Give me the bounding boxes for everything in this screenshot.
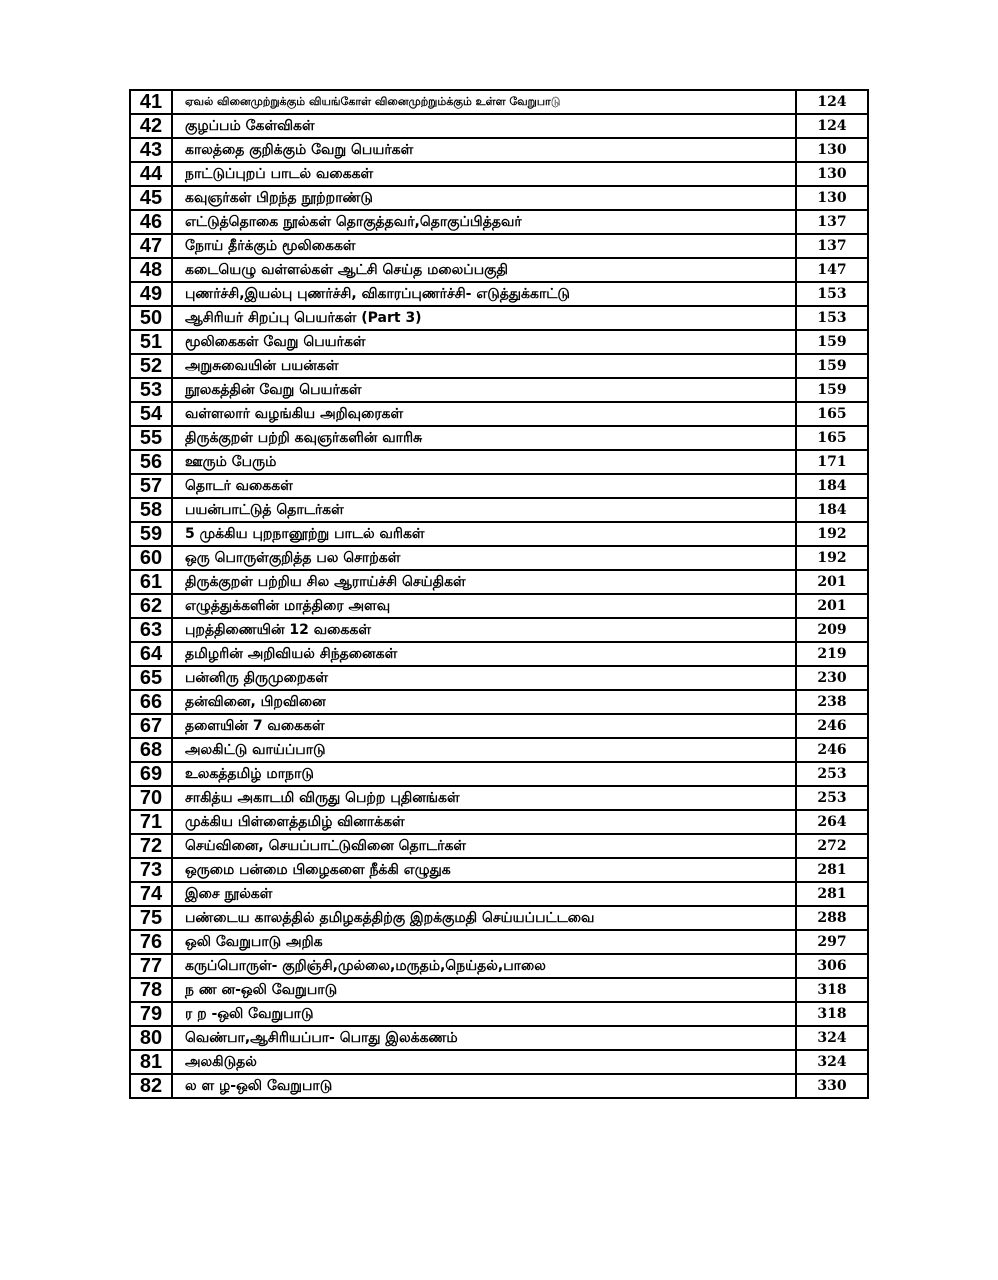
row-title: ந ண ன-ஒலி வேறுபாடு xyxy=(172,978,796,1002)
row-number: 53 xyxy=(130,378,172,402)
row-page-number: 318 xyxy=(796,1002,868,1026)
row-title: சாகித்ய அகாடமி விருது பெற்ற புதினங்கள் xyxy=(172,786,796,810)
row-page-number: 246 xyxy=(796,714,868,738)
row-number: 80 xyxy=(130,1026,172,1050)
row-number: 56 xyxy=(130,450,172,474)
row-title: நாட்டுப்புறப் பாடல் வகைகள் xyxy=(172,162,796,186)
table-row xyxy=(130,354,868,378)
table-row xyxy=(130,474,868,498)
row-title: உலகத்தமிழ் மாநாடு xyxy=(172,762,796,786)
table-row xyxy=(130,306,868,330)
row-page-number: 171 xyxy=(796,450,868,474)
row-page-number: 272 xyxy=(796,834,868,858)
row-page-number: 147 xyxy=(796,258,868,282)
row-number: 52 xyxy=(130,354,172,378)
row-title: 5 முக்கிய புறநானூற்று பாடல் வரிகள் xyxy=(172,522,796,546)
table-row xyxy=(130,90,868,114)
row-title: ல ள ழ-ஒலி வேறுபாடு xyxy=(172,1074,796,1098)
row-number: 65 xyxy=(130,666,172,690)
row-number: 49 xyxy=(130,282,172,306)
table-row xyxy=(130,666,868,690)
row-title: பயன்பாட்டுத் தொடர்கள் xyxy=(172,498,796,522)
row-number: 50 xyxy=(130,306,172,330)
table-row xyxy=(130,330,868,354)
row-number: 55 xyxy=(130,426,172,450)
table-row xyxy=(130,426,868,450)
table-row xyxy=(130,786,868,810)
row-number: 74 xyxy=(130,882,172,906)
row-title: ர ற -ஒலி வேறுபாடு xyxy=(172,1002,796,1026)
row-title: நூலகத்தின் வேறு பெயர்கள் xyxy=(172,378,796,402)
table-row xyxy=(130,714,868,738)
table-row xyxy=(130,858,868,882)
row-title: ஊரும் பேரும் xyxy=(172,450,796,474)
table-row xyxy=(130,282,868,306)
row-title: முக்கிய பிள்ளைத்தமிழ் வினாக்கள் xyxy=(172,810,796,834)
row-page-number: 137 xyxy=(796,210,868,234)
table-row xyxy=(130,162,868,186)
row-page-number: 201 xyxy=(796,570,868,594)
table-row xyxy=(130,642,868,666)
row-number: 61 xyxy=(130,570,172,594)
row-number: 42 xyxy=(130,114,172,138)
table-row xyxy=(130,594,868,618)
row-title: ஏவல் வினைமுற்றுக்கும் வியங்கோள் வினைமுற்றும்க்கும் உள்ள வேறுபாடு xyxy=(172,90,796,114)
row-number: 45 xyxy=(130,186,172,210)
row-page-number: 324 xyxy=(796,1026,868,1050)
row-page-number: 330 xyxy=(796,1074,868,1098)
table-row xyxy=(130,906,868,930)
table-row xyxy=(130,114,868,138)
row-number: 59 xyxy=(130,522,172,546)
row-page-number: 253 xyxy=(796,786,868,810)
row-number: 63 xyxy=(130,618,172,642)
table-row xyxy=(130,450,868,474)
table-row xyxy=(130,138,868,162)
row-number: 82 xyxy=(130,1074,172,1098)
table-row xyxy=(130,1050,868,1074)
row-title: பன்னிரு திருமுறைகள் xyxy=(172,666,796,690)
row-title: தன்வினை, பிறவினை xyxy=(172,690,796,714)
row-title: வள்ளலார் வழங்கிய அறிவுரைகள் xyxy=(172,402,796,426)
row-page-number: 124 xyxy=(796,90,868,114)
table-row xyxy=(130,954,868,978)
row-title: கடையெழு வள்ளல்கள் ஆட்சி செய்த மலைப்பகுதி xyxy=(172,258,796,282)
row-page-number: 297 xyxy=(796,930,868,954)
row-page-number: 130 xyxy=(796,138,868,162)
row-number: 75 xyxy=(130,906,172,930)
row-title: செய்வினை, செயப்பாட்டுவினை தொடர்கள் xyxy=(172,834,796,858)
row-title: குழப்பம் கேள்விகள் xyxy=(172,114,796,138)
row-title: மூலிகைகள் வேறு பெயர்கள் xyxy=(172,330,796,354)
row-page-number: 230 xyxy=(796,666,868,690)
table-row xyxy=(130,618,868,642)
table-row xyxy=(130,762,868,786)
row-page-number: 130 xyxy=(796,186,868,210)
row-page-number: 288 xyxy=(796,906,868,930)
row-title: ஒருமை பன்மை பிழைகளை நீக்கி எழுதுக xyxy=(172,858,796,882)
row-page-number: 306 xyxy=(796,954,868,978)
row-page-number: 281 xyxy=(796,882,868,906)
row-title: நோய் தீர்க்கும் மூலிகைகள் xyxy=(172,234,796,258)
row-page-number: 246 xyxy=(796,738,868,762)
row-page-number: 192 xyxy=(796,546,868,570)
row-title: திருக்குறள் பற்றிய சில ஆராய்ச்சி செய்திகள் xyxy=(172,570,796,594)
row-number: 44 xyxy=(130,162,172,186)
row-number: 67 xyxy=(130,714,172,738)
row-title: கவுஞர்கள் பிறந்த நூற்றாண்டு xyxy=(172,186,796,210)
row-number: 46 xyxy=(130,210,172,234)
row-page-number: 137 xyxy=(796,234,868,258)
contents-table xyxy=(129,89,869,1099)
table-row xyxy=(130,378,868,402)
row-number: 73 xyxy=(130,858,172,882)
row-number: 81 xyxy=(130,1050,172,1074)
table-row xyxy=(130,402,868,426)
row-title: கருப்பொருள்- குறிஞ்சி,முல்லை,மருதம்,நெய்தல்,பாலை xyxy=(172,954,796,978)
row-page-number: 209 xyxy=(796,618,868,642)
table-row xyxy=(130,234,868,258)
row-page-number: 165 xyxy=(796,402,868,426)
row-number: 57 xyxy=(130,474,172,498)
row-number: 54 xyxy=(130,402,172,426)
row-page-number: 159 xyxy=(796,330,868,354)
table-row xyxy=(130,1002,868,1026)
row-number: 60 xyxy=(130,546,172,570)
row-title: ஒரு பொருள்குறித்த பல சொற்கள் xyxy=(172,546,796,570)
contents-table-body xyxy=(130,90,868,1098)
table-row xyxy=(130,690,868,714)
table-row xyxy=(130,210,868,234)
table-row xyxy=(130,882,868,906)
row-title: தொடர் வகைகள் xyxy=(172,474,796,498)
row-page-number: 130 xyxy=(796,162,868,186)
row-number: 41 xyxy=(130,90,172,114)
row-page-number: 159 xyxy=(796,378,868,402)
row-number: 47 xyxy=(130,234,172,258)
row-page-number: 201 xyxy=(796,594,868,618)
table-row xyxy=(130,522,868,546)
row-number: 62 xyxy=(130,594,172,618)
table-row xyxy=(130,930,868,954)
row-title: வெண்பா,ஆசிரியப்பா- பொது இலக்கணம் xyxy=(172,1026,796,1050)
row-number: 78 xyxy=(130,978,172,1002)
row-number: 76 xyxy=(130,930,172,954)
row-title: ஒலி வேறுபாடு அறிக xyxy=(172,930,796,954)
table-row xyxy=(130,186,868,210)
row-page-number: 184 xyxy=(796,498,868,522)
row-number: 70 xyxy=(130,786,172,810)
row-title: அலகிட்டு வாய்ப்பாடு xyxy=(172,738,796,762)
row-number: 68 xyxy=(130,738,172,762)
table-row xyxy=(130,258,868,282)
table-row xyxy=(130,1026,868,1050)
row-title: எட்டுத்தொகை நூல்கள் தொகுத்தவர்,தொகுப்பித்தவர் xyxy=(172,210,796,234)
row-page-number: 324 xyxy=(796,1050,868,1074)
row-title: தளையின் 7 வகைகள் xyxy=(172,714,796,738)
row-title: தமிழரின் அறிவியல் சிந்தனைகள் xyxy=(172,642,796,666)
table-row xyxy=(130,570,868,594)
row-number: 66 xyxy=(130,690,172,714)
row-title: புறத்திணையின் 12 வகைகள் xyxy=(172,618,796,642)
row-page-number: 159 xyxy=(796,354,868,378)
row-page-number: 281 xyxy=(796,858,868,882)
row-title: திருக்குறள் பற்றி கவுஞர்களின் வாரிசு xyxy=(172,426,796,450)
table-row xyxy=(130,498,868,522)
row-number: 71 xyxy=(130,810,172,834)
row-page-number: 184 xyxy=(796,474,868,498)
row-page-number: 219 xyxy=(796,642,868,666)
table-row xyxy=(130,978,868,1002)
table-row xyxy=(130,546,868,570)
row-title: எழுத்துக்களின் மாத்திரை அளவு xyxy=(172,594,796,618)
row-number: 48 xyxy=(130,258,172,282)
row-page-number: 124 xyxy=(796,114,868,138)
row-page-number: 318 xyxy=(796,978,868,1002)
row-page-number: 253 xyxy=(796,762,868,786)
row-title: ஆசிரியர் சிறப்பு பெயர்கள் (Part 3) xyxy=(172,306,796,330)
row-title: காலத்தை குறிக்கும் வேறு பெயர்கள் xyxy=(172,138,796,162)
row-page-number: 238 xyxy=(796,690,868,714)
row-page-number: 165 xyxy=(796,426,868,450)
row-title: அலகிடுதல் xyxy=(172,1050,796,1074)
row-number: 77 xyxy=(130,954,172,978)
table-row xyxy=(130,1074,868,1098)
row-number: 79 xyxy=(130,1002,172,1026)
row-number: 64 xyxy=(130,642,172,666)
table-row xyxy=(130,810,868,834)
row-number: 69 xyxy=(130,762,172,786)
row-number: 43 xyxy=(130,138,172,162)
row-page-number: 153 xyxy=(796,306,868,330)
row-title: பண்டைய காலத்தில் தமிழகத்திற்கு இறக்குமதி செய்யப்பட்டவை xyxy=(172,906,796,930)
table-row xyxy=(130,738,868,762)
row-number: 51 xyxy=(130,330,172,354)
row-title: புணர்ச்சி,இயல்பு புணர்ச்சி, விகாரப்புணர்ச்சி- எடுத்துக்காட்டு xyxy=(172,282,796,306)
row-title: இசை நூல்கள் xyxy=(172,882,796,906)
row-page-number: 153 xyxy=(796,282,868,306)
row-page-number: 192 xyxy=(796,522,868,546)
row-number: 72 xyxy=(130,834,172,858)
row-page-number: 264 xyxy=(796,810,868,834)
row-title: அறுசுவையின் பயன்கள் xyxy=(172,354,796,378)
table-row xyxy=(130,834,868,858)
row-number: 58 xyxy=(130,498,172,522)
